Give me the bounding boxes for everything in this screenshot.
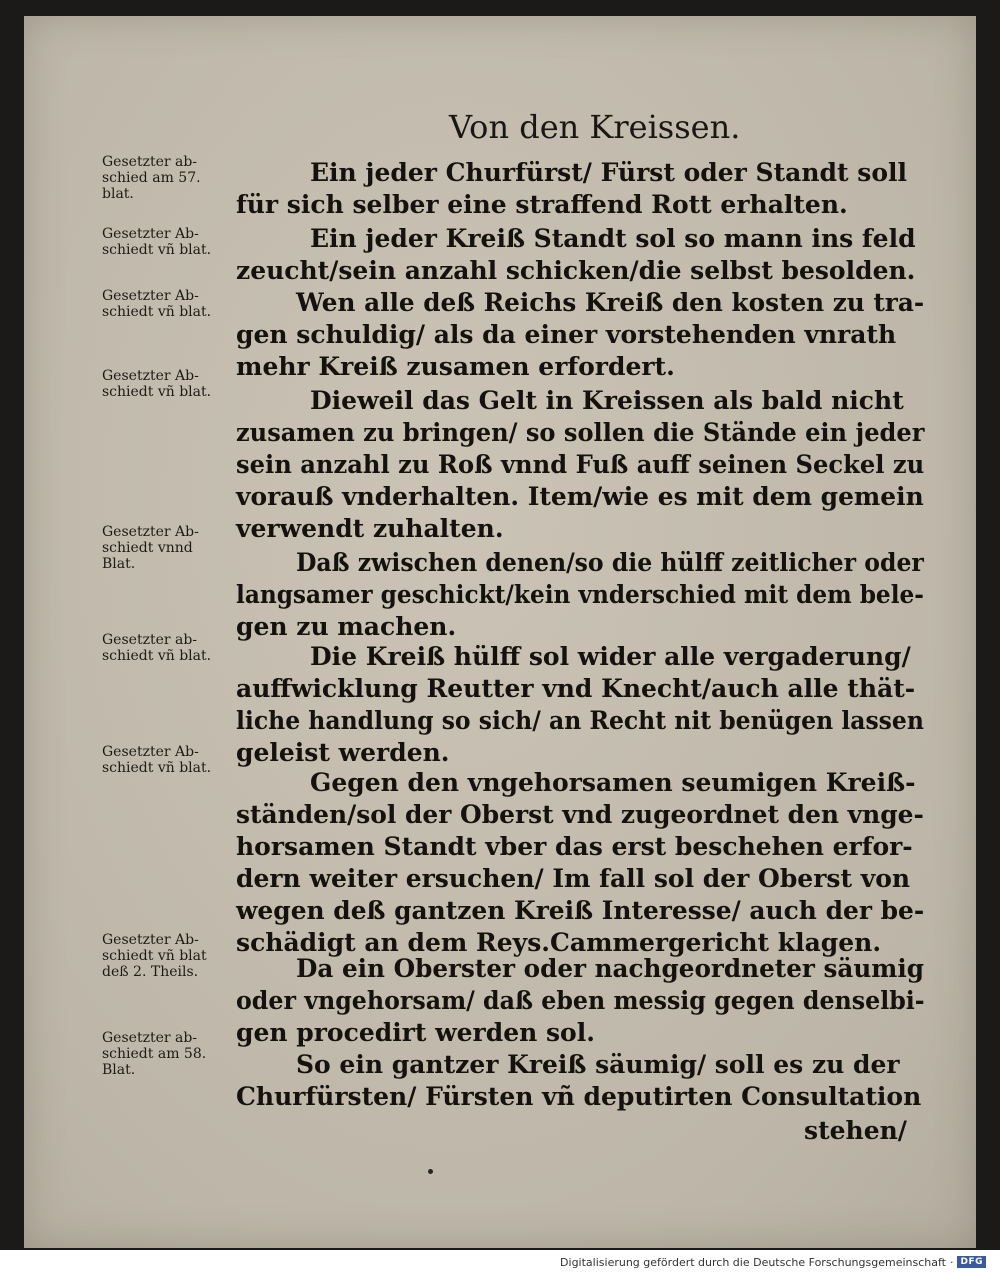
credit-separator: · [949, 1255, 954, 1269]
text-line: auffwicklung Reutter vnd Knecht/auch alle thät- [236, 674, 916, 703]
margin-note: Gesetzter Ab- schiedt vñ blat. [102, 368, 212, 400]
text-line: gen schuldig/ als da einer vorstehenden vnrath [236, 320, 897, 349]
ink-speck [428, 1169, 433, 1174]
text-line: Ein jeder Churfürst/ Fürst oder Standt soll [310, 158, 907, 187]
text-line: schädigt an dem Reys.Cammergericht klagen. [236, 928, 882, 957]
text-line: wegen deß gantzen Kreiß Interesse/ auch der be- [236, 896, 925, 925]
text-line: liche handlung so sich/ an Recht nit benügen lassen [236, 706, 924, 735]
text-line: Dieweil das Gelt in Kreissen als bald nicht [310, 386, 904, 415]
margin-note: Gesetzter ab- schiedt vñ blat. [102, 632, 212, 664]
margin-note: Gesetzter ab- schied am 57. blat. [102, 154, 201, 202]
text-line: geleist werden. [236, 738, 450, 767]
margin-note: Gesetzter ab- schiedt am 58. Blat. [102, 1030, 207, 1078]
text-line: mehr Kreiß zusamen erfordert. [236, 352, 675, 381]
margin-note: Gesetzter Ab- schiedt vnnd Blat. [102, 524, 199, 572]
text-line: langsamer geschickt/kein vnderschied mit dem bele- [236, 580, 924, 609]
text-line: ständen/sol der Oberst vnd zugeordnet den vnge- [236, 800, 924, 829]
catchword: stehen/ [804, 1116, 907, 1145]
text-line: Daß zwischen denen/so die hülff zeitlicher oder [296, 548, 924, 577]
text-line: zusamen zu bringen/ so sollen die Stände ein jeder [236, 418, 925, 447]
text-line: Churfürsten/ Fürsten vñ deputirten Consultation [236, 1082, 922, 1111]
digitization-credit [560, 1252, 986, 1272]
text-line: Da ein Oberster oder nachgeordneter säumig [296, 954, 925, 983]
text-line: Gegen den vngehorsamen seumigen Kreiß- [310, 768, 916, 797]
text-line: gen zu machen. [236, 612, 457, 641]
text-line: dern weiter ersuchen/ Im fall sol der Oberst von [236, 864, 911, 893]
text-line: Wen alle deß Reichs Kreiß den kosten zu tra- [296, 288, 925, 317]
margin-note: Gesetzter Ab- schiedt vñ blat. [102, 744, 212, 776]
dfg-logo-icon: DFG [957, 1256, 986, 1268]
text-line: für sich selber eine straffend Rott erhalten. [236, 190, 848, 219]
text-line: vorauß vnderhalten. Item/wie es mit dem gemein [236, 482, 924, 511]
text-line: Die Kreiß hülff sol wider alle vergaderung/ [310, 642, 911, 671]
text-line: sein anzahl zu Roß vnnd Fuß auff seinen Seckel zu [236, 450, 925, 479]
text-line: zeucht/sein anzahl schicken/die selbst besolden. [236, 256, 916, 285]
margin-note: Gesetzter Ab- schiedt vñ blat deß 2. Theils. [102, 932, 207, 980]
book-page [24, 16, 976, 1248]
text-line: verwendt zuhalten. [236, 514, 504, 543]
margin-note: Gesetzter Ab- schiedt vñ blat. [102, 288, 212, 320]
margin-note: Gesetzter Ab- schiedt vñ blat. [102, 226, 212, 258]
credit-text: Digitalisierung gefördert durch die Deutsche Forschungsgemeinschaft [560, 1255, 946, 1269]
text-line: gen procedirt werden sol. [236, 1018, 595, 1047]
text-line: horsamen Standt vber das erst beschehen erfor- [236, 832, 913, 861]
text-line: oder vngehorsam/ daß eben messig gegen denselbi- [236, 986, 925, 1015]
text-line: Ein jeder Kreiß Standt sol so mann ins feld [310, 224, 916, 253]
running-head: Von den Kreissen. [449, 108, 741, 146]
text-line: So ein gantzer Kreiß säumig/ soll es zu der [296, 1050, 900, 1079]
